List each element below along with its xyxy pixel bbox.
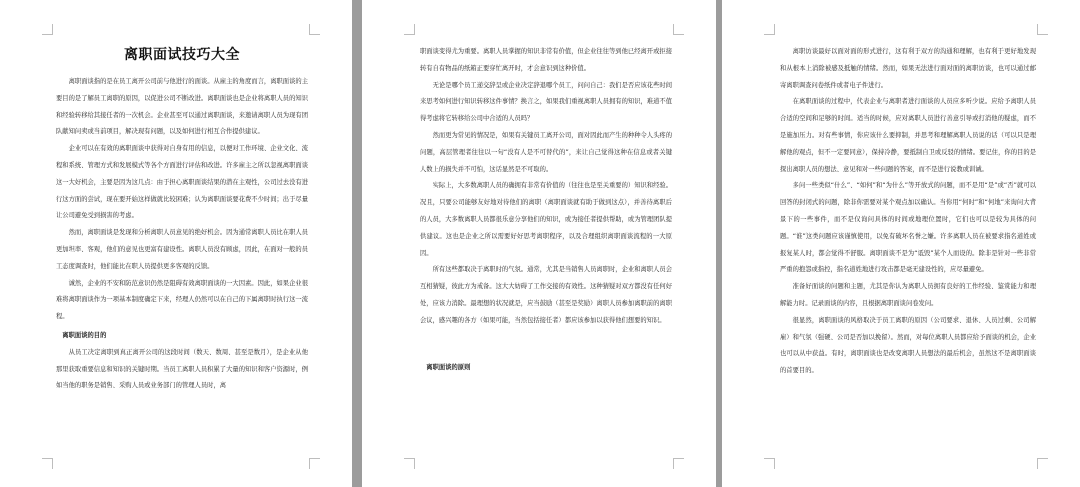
crop-mark (673, 24, 684, 35)
paragraph: 离职访谈最好以面对面的形式进行，这有利于双方的沟通和理解，也有利于更好地发现和从根本上消除被感及抵触的情绪。然而，如果无法进行面对面的离职访谈，也可以通过邮寄离职调查问卷纸件或者电子件进行。 (780, 48, 1036, 89)
paragraph: 企业可以在有效的离职面谈中获得对自身有用的信息，以便对工作环境、企业文化、流程和系统、管理方式和发展模式等各个方面进行评估和改进。许多雇主之所以忽视离职面谈这一大好机会，主要是因为这几点：由于担心离职面谈结果的潜在主观性，公司过去没有进行这方面的尝试，现在要开始这样做就比较困难；认为离职面谈要花费不少时间；出于尽量让公司避免受到损害的考虑。 (56, 145, 308, 220)
document-title: 离职面试技巧大全 (124, 47, 240, 63)
crop-mark (673, 458, 684, 469)
paragraph: 从员工决定离职到真正离开公司的这段时间（数天、数周、甚至是数月），是企业从他那里获取重要信息和知识的关键时期。当员工离职人员积累了大量的知识和客户资源时，例如当他的职务是销售、采购人员或业务部门的管理人员时，离 (56, 348, 308, 390)
paragraph: 无论是哪个员工递交辞呈或企业决定辞退哪个员工，问问自己：我们是否应该花些时间来思考如何进行知识转移这件事情？换言之，如果我们重视离职人员拥有的知识，难道不值得考虑将它转移给公司中合适的人员吗？ (420, 81, 672, 123)
section-heading: 离职面谈的目的 (62, 331, 107, 339)
crop-mark (764, 24, 775, 35)
crop-mark (1037, 24, 1048, 35)
crop-mark (764, 458, 775, 469)
crop-mark (1037, 458, 1048, 469)
crop-mark (309, 458, 320, 469)
crop-mark (309, 24, 320, 35)
paragraph: 很显然，离职面谈的风格取决于员工离职的原因（公司要求、退休、人员过剩、公司解雇）和气氛（强硬、公司是否加以挽留）。然而，对每位离职人员都应给予面谈的机会，企业也可以从中获益。有时，离职面谈也是改变离职人员想法的最后机会，虽然这不是离职面谈的首要目的。 (780, 316, 1036, 375)
paragraph: 准备好面谈的问题和主题，尤其是你认为离职人员拥有良好的工作经验、鉴赏能力和理解能力时。记录面谈的内容，且根据离职面谈问卷发问。 (780, 283, 1036, 307)
document-page-1 (0, 0, 352, 487)
paragraph: 所有这些都取决于离职时的气氛。通常，尤其是当销售人员离职时，企业和离职人员会互相猜疑，彼此方为戒备。这大大妨碍了工作交接的有效性。这种猜疑对双方都没有任何好处，应该力消除。最理想的状况就是，应当鼓励（甚至是奖励）离职人员参加离职前的离职会议，感兴趣的各方（如果可能，当然包括接任者）都应该参加以获得他们想要的知识。 (420, 266, 672, 324)
paragraph: 然而，离职面谈是发现和分析离职人员意见的绝好机会。因为通常离职人员比在职人员更加坦率、客观，他们的意见也更富有建设性。离职人员没有顾虑，因此，在面对一般的员工态度调查时，他们能比在职人员提供更多客观的反馈。 (56, 229, 308, 270)
crop-mark (404, 24, 415, 35)
section-heading: 离职面谈的原则 (426, 363, 471, 371)
paragraph: 实际上，大多数离职人员的确拥有非常有价值的（往往也是至关重要的）知识和经验。况且，只要公司能够友好地对待他们的离职（离职面谈就有助于做到这点），并善待离职后的人员，大多数离职人员都很乐意分享他们的知识，或为接任者提供帮助，或为管理团队提供建议。这也是企业之所以需要好好思考离职程序，以及合理组织离职面谈流程的一大原因。 (420, 182, 672, 257)
paragraph: 离职面谈指的是在员工离开公司前与他进行的面谈。从雇主的角度而言，离职面谈的主要目的是了解员工离职的原因，以促进公司不断改进。离职面谈也是企业将离职人员的知识和经验转移给其接任者的一次机会。企业甚至可以通过离职面谈，来邀请离职人员为现有团队献知问卖或当前项目，解决现有问题，以及如何进行相互合作提供建议。 (56, 78, 308, 136)
paragraph: 然而更为常见的情况是，如果有关键员工离开公司，面对因此而产生的种种令人头疼的问题，高层管理者往往以一句“没有人是不可替代的”，来让自己觉得这种在信息或者关键人数上的损失并不可怕，这话显然是不可取的。 (420, 131, 672, 173)
crop-mark (42, 24, 53, 35)
paragraph: 多问一些类似“什么”、“如何”和“为什么”等开放式的问题，而不是用“是”或“否”就可以回答的封闭式的问题，除非你需要对某个观点加以确认。当你用“何时”和“何地”来询问大背景下的一些事件，而不是仅询问具体的时间或地理位置时，它们也可以是较为具体的问题。“谁”这类问题应该谨慎使用，以免有破坏名誉之嫌。许多离职人员在被要求指名道姓或报复某人时，都会觉得不舒服。离职面谈不是为“诋毁”某个人而设的。除非是针对一些非常严重的抱怨或指控，指名道姓地进行攻击都是毫无建设性的，应尽量避免。 (780, 182, 1036, 274)
crop-mark (42, 458, 53, 469)
paragraph: 职面谈变得尤为重要。离职人员掌握的知识非常有价值，但企业往往等到他已经离开或拒接转有自有物品的纸箱正要穿忙离开时，才会意识到这种价值。 (420, 48, 672, 72)
paragraph: 在离职面谈的过程中，代表企业与离职者进行面谈的人员应多听少说。应给予离职人员合适的空间和足够的时间。适当的时候，应对离职人员进行善意引导或打消他的疑虑，而不是施加压力。对有些事情，你应该什么要抑制，并思考和理解离职人员说的话（可以只是理解他的观点，但不一定要同意），保持冷静，要抵制自卫或反驳的情绪。要记住，你的目的是探出离职人员的想法、意见和对一些问题的答案，而不是进行说教或训诫。 (780, 98, 1036, 173)
crop-mark (404, 458, 415, 469)
document-page-3 (722, 0, 1080, 487)
paragraph: 诚然，企业的不安和防范意识仍然是阻碍有效离职面谈的一大因素。因此，如果企业很难将离职面谈作为一项基本制度确定下来，经理人仍然可以在自己的下属离职时执行这一流程。 (56, 279, 308, 321)
document-page-2 (362, 0, 716, 487)
